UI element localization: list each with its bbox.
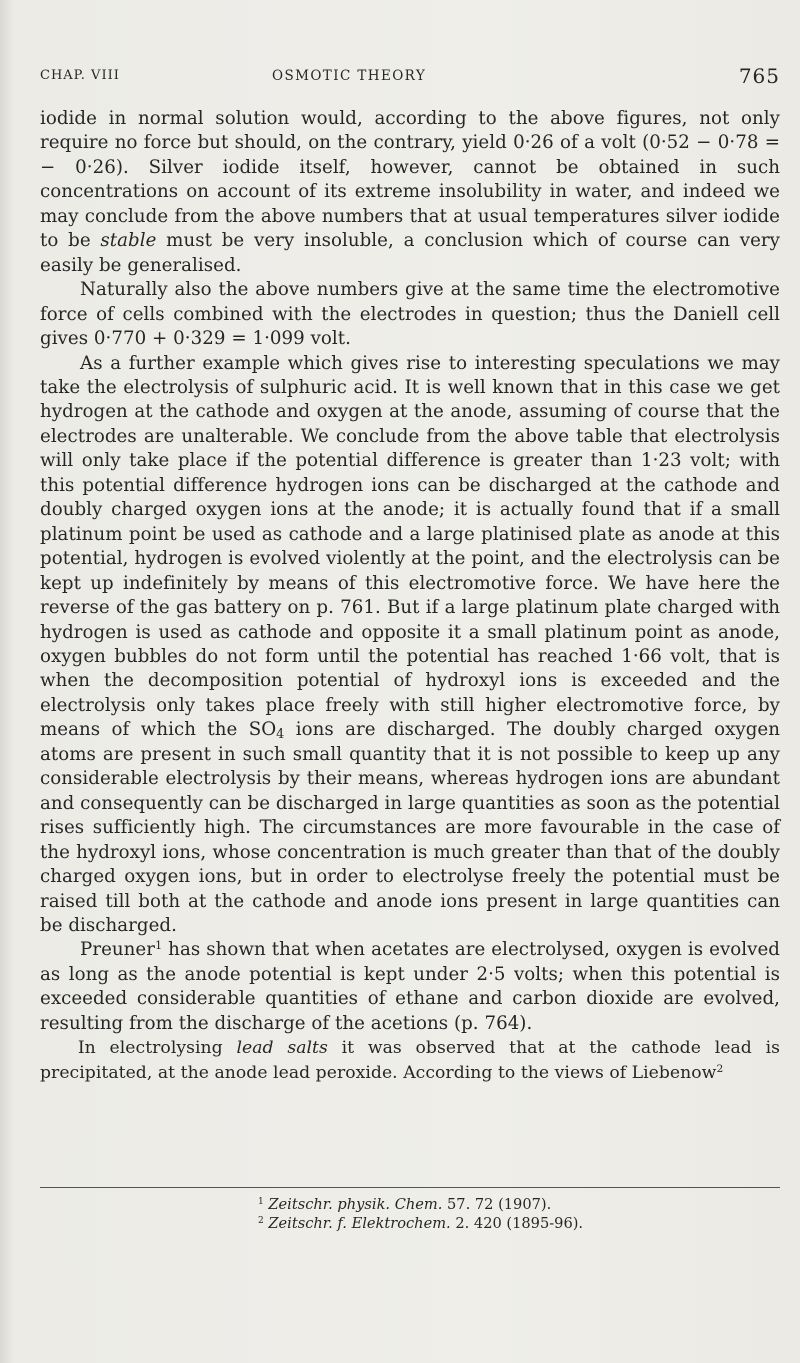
text-run: 2. 420 (1895-96). [450,1215,584,1232]
text-run: Naturally also the above numbers give at the same time the electromotive force of cells combined with the electrodes in question; thus the Daniell cell gives 0·770 + 0·329 = 1·099 volt. [40,279,780,350]
running-title: OSMOTIC THEORY [272,68,427,84]
footnote-marker: 2 [258,1216,264,1227]
footnote-marker: 2 [716,1061,724,1075]
paragraph [40,352,780,939]
text-run: ions are discharged. The doubly charged oxygen atoms are present in such small quantity that it is not possible to keep up any considerable electrolysis by their means, whereas hydrogen ions are abundant and consequently can be discharged in large quantities as soon as the potential rises sufficiently high. The circumstances are more favourable in the case of the hydroxyl ions, whose concentration is much greater than that of the doubly charged oxygen ions, but in order to electrolyse freely the potential must be raised till both at the cathode and anode ions present in large quantities can be discharged. [40,719,780,936]
page-number: 765 [738,64,780,88]
text-run: Zeitschr. f. Elektrochem. [268,1215,451,1232]
text-run: it was observed that at the cathode lead is precipitated, at the anode lead peroxide. According to the views of Liebenow [40,1038,780,1083]
footnote-marker: 1 [258,1197,264,1208]
text-run: must be very insoluble, a conclusion which of course can very easily be generalised. [40,230,780,276]
footnote [40,1195,780,1214]
footnote [40,1214,780,1233]
text-run: In electrolysing [77,1038,237,1059]
text-run: Zeitschr. physik. Chem. [268,1196,443,1213]
body-text [40,107,780,1085]
text-run: iodide in normal solution would, according to the above figures, not only require no force but should, on the contrary, yield 0·26 of a volt (0·52 − 0·78 = − 0·26). Silver iodide itself, however, cannot be obtained in such concentrations on account of its extreme insolubility in water, and indeed we may conclude from the above numbers that at usual temperatures silver iodide to be [40,108,780,252]
chapter-label: CHAP. VIII [40,68,120,83]
running-header [40,64,780,90]
subscript: 4 [276,727,285,743]
text-run: has shown that when acetates are electrolysed, oxygen is evolved as long as the anode potential is kept under 2·5 volts; when this potential is exceeded considerable quantities of ethane and carbon dioxide are evolved, resulting from the discharge of the acetions (p. 764). [40,939,780,1034]
paragraph [40,1036,780,1085]
paragraph [40,107,780,278]
text-run: stable [100,230,157,252]
paragraph [40,938,780,1036]
footnote-marker: 1 [154,939,163,953]
text-run: lead salts [236,1038,328,1059]
text-run: Preuner [80,939,155,961]
text-run: As a further example which gives rise to interesting speculations we may take the electrolysis of sulphuric acid. It is well known that in this case we get hydrogen at the cathode and oxygen at the anode, assuming of course that the electrodes are unalterable. We conclude from the above table that electrolysis will only take place if the potential difference is greater than 1·23 volt; with this potential difference hydrogen ions can be discharged at the cathode and doubly charged oxygen ions at the anode; it is actually found that if a small platinum point be used as cathode and a large platinised plate as anode at this potential, hydrogen is evolved violently at the point, and the electrolysis can be kept up indefinitely by means of this electromotive force. We have here the reverse of the gas battery on p. 761. But if a large platinum plate charged with hydrogen is used as cathode and opposite it a small platinum point as anode, oxygen bubbles do not form until the potential has reached 1·66 volt, that is when the decomposition potential of hydroxyl ions is exceeded and the electrolysis only takes place freely with still higher electromotive force, by means of which the SO [40,352,780,741]
paragraph [40,278,780,351]
footnotes [40,1195,780,1233]
text-run: 57. 72 (1907). [442,1196,552,1213]
footnote-rule [40,1187,780,1188]
